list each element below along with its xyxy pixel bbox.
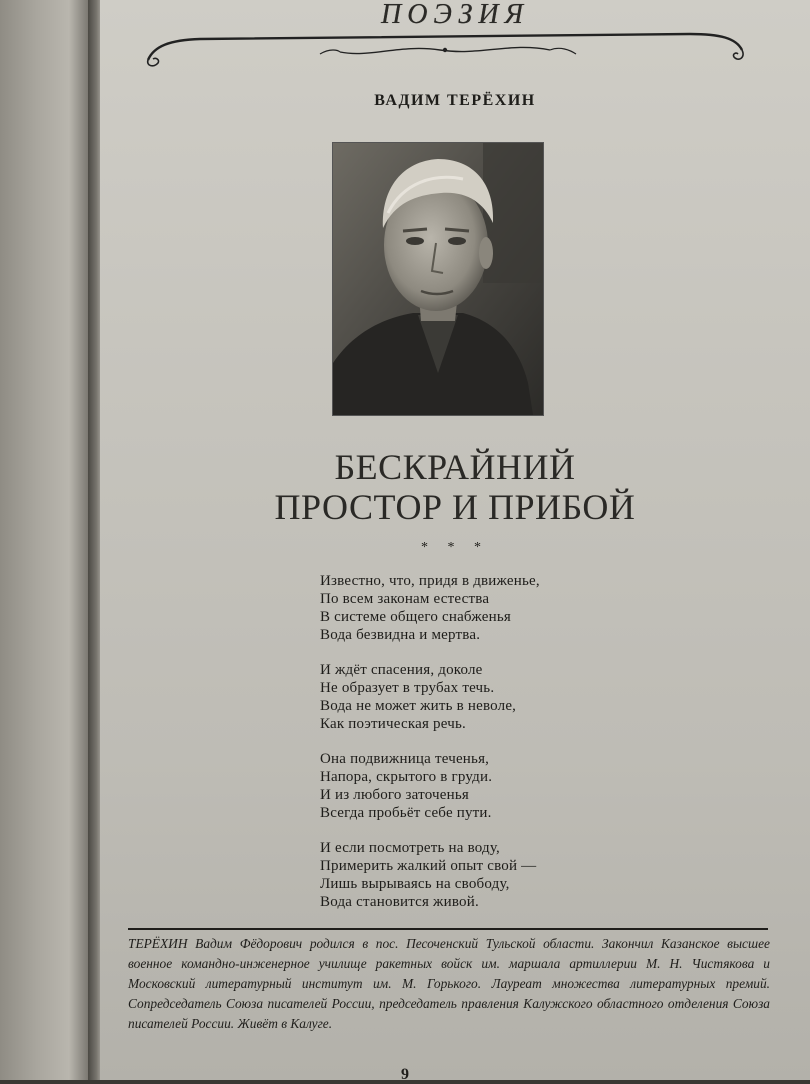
poem-line: Примерить жалкий опыт свой — — [320, 858, 537, 874]
poem-line: Лишь вырываясь на свободу, — [320, 876, 510, 892]
poem-line: Не образует в трубах течь. — [320, 680, 495, 696]
stanza — [320, 572, 740, 644]
poem-line: И ждёт спасения, доколе — [320, 662, 483, 678]
poem-title — [100, 447, 810, 527]
poem-body — [320, 572, 740, 928]
poem-line: Напора, скрытого в груди. — [320, 769, 493, 785]
author-biography: ТЕРЁХИН Вадим Фёдорович родился в пос. Песоченский Тульской области. Закончил Казанское высшее военное командно-инженерное училище ракетных войск им. маршала артиллерии М. Н. Чистякова и Московский литературный институт им. М. Горького. Лауреат множества литературных премий. Сопредседатель Союза писателей России, председатель правления Калужского областного отделения Союза писателей России. Живёт в Калуге. — [128, 936, 770, 1031]
poem-line: Вода становится живой. — [320, 894, 479, 910]
stanza — [320, 750, 740, 822]
poem-line: Она подвижница теченья, — [320, 751, 490, 767]
author-photo — [332, 142, 544, 416]
stanza — [320, 661, 740, 733]
poem-line: Известно, что, придя в движенье, — [320, 573, 540, 589]
previous-page-edge — [0, 0, 92, 1080]
poem-line: В системе общего снабженья — [320, 609, 511, 625]
page-number: 9 — [401, 1066, 409, 1083]
stanza — [320, 839, 740, 911]
poem-title-line-2: ПРОСТОР И ПРИБОЙ — [274, 487, 636, 527]
header-ornament — [140, 30, 750, 70]
poem-line: Всегда пробьёт себе пути. — [320, 805, 492, 821]
poem-line: И если посмотреть на воду, — [320, 840, 500, 856]
poem-line: Вода безвидна и мертва. — [320, 627, 481, 643]
footnote-divider — [128, 928, 768, 930]
poem-line: Вода не может жить в неволе, — [320, 698, 517, 714]
poem-title-line-1: БЕСКРАЙНИЙ — [334, 447, 576, 487]
poem-separator: * * * — [421, 540, 489, 555]
section-rubric: ПОЭЗИЯ — [381, 0, 529, 30]
book-page — [100, 0, 810, 1080]
poem-line: Как поэтическая речь. — [320, 716, 466, 732]
poem-line: По всем законам естества — [320, 591, 490, 607]
poem-line: И из любого заточенья — [320, 787, 469, 803]
author-name: ВАДИМ ТЕРЁХИН — [374, 92, 536, 109]
